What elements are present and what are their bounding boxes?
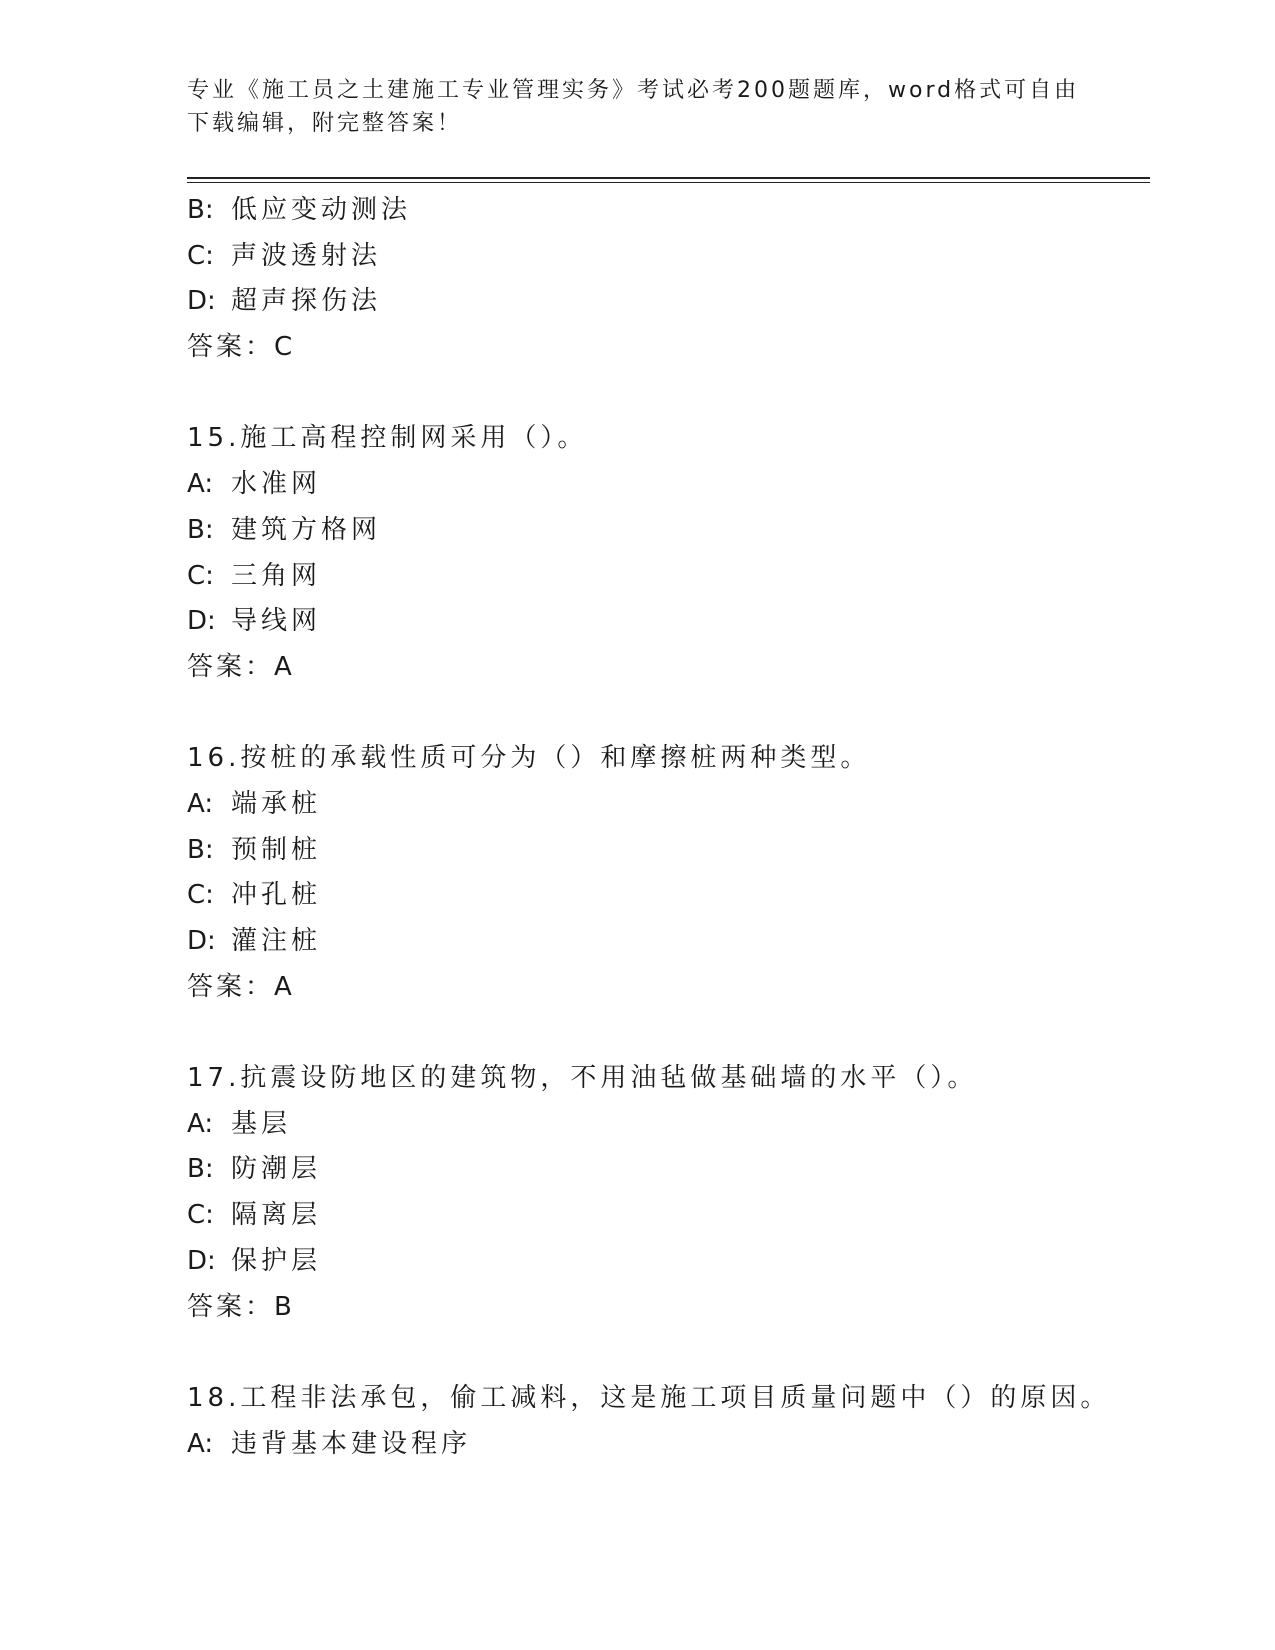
option-text: 基层 bbox=[231, 1108, 292, 1139]
question-text: 17.抗震设防地区的建筑物，不用油毡做基础墙的水平（）。 bbox=[187, 1063, 978, 1094]
option-text: 超声探伤法 bbox=[231, 286, 382, 317]
option-text: 低应变动测法 bbox=[231, 195, 412, 225]
question-block-18 bbox=[187, 1376, 1150, 1467]
option-text: 预制桩 bbox=[231, 834, 322, 865]
answer-label: 答案： bbox=[187, 332, 275, 363]
option-row bbox=[187, 554, 1150, 600]
option-text: 冲孔桩 bbox=[231, 880, 322, 911]
option-row bbox=[187, 1102, 1150, 1148]
question-block-14 bbox=[187, 188, 1150, 371]
spacer bbox=[187, 1330, 1150, 1376]
option-key: D: bbox=[187, 286, 216, 317]
option-row bbox=[187, 188, 1150, 234]
spacer bbox=[187, 691, 1150, 737]
option-row bbox=[187, 599, 1150, 645]
option-key: A: bbox=[187, 1108, 214, 1139]
answer-row bbox=[187, 1285, 1150, 1331]
answer-label: 答案： bbox=[187, 1291, 275, 1322]
answer-value: A bbox=[274, 971, 295, 1002]
answer-label: 答案： bbox=[187, 971, 275, 1002]
option-key: D: bbox=[187, 1245, 216, 1276]
option-key: D: bbox=[187, 606, 216, 637]
option-row bbox=[187, 782, 1150, 828]
spacer bbox=[187, 1010, 1150, 1056]
option-text: 灌注桩 bbox=[231, 926, 322, 956]
option-text: 防潮层 bbox=[231, 1154, 322, 1185]
option-key: B: bbox=[187, 514, 214, 545]
question-text: 16.按桩的承载性质可分为（）和摩擦桩两种类型。 bbox=[187, 743, 871, 774]
answer-value: A bbox=[274, 651, 295, 682]
question-text: 15.施工高程控制网采用（）。 bbox=[187, 423, 588, 454]
option-text: 导线网 bbox=[231, 606, 322, 637]
question-block-16 bbox=[187, 736, 1150, 1010]
question-list bbox=[187, 188, 1150, 1467]
option-text: 水准网 bbox=[231, 469, 322, 500]
document-header: 专业《施工员之土建施工专业管理实务》考试必考200题题库，word格式可自由下载编辑，附完整答案！ bbox=[187, 78, 1080, 136]
option-text: 保护层 bbox=[231, 1245, 322, 1276]
option-key: A: bbox=[187, 469, 214, 500]
answer-row bbox=[187, 325, 1150, 371]
option-key: A: bbox=[187, 1428, 214, 1459]
option-text: 三角网 bbox=[231, 560, 322, 591]
header-divider-thick bbox=[187, 177, 1150, 179]
option-key: A: bbox=[187, 788, 214, 819]
spacer bbox=[187, 371, 1150, 417]
option-key: C: bbox=[187, 560, 214, 591]
option-key: C: bbox=[187, 1200, 214, 1231]
option-key: B: bbox=[187, 195, 214, 225]
option-row bbox=[187, 1422, 1150, 1468]
answer-value: B bbox=[274, 1291, 295, 1322]
answer-label: 答案： bbox=[187, 651, 275, 682]
option-row bbox=[187, 919, 1150, 965]
answer-row bbox=[187, 965, 1150, 1011]
answer-row bbox=[187, 645, 1150, 691]
option-row bbox=[187, 828, 1150, 874]
question-block-17 bbox=[187, 1056, 1150, 1330]
option-key: C: bbox=[187, 240, 214, 271]
answer-value: C bbox=[274, 332, 296, 363]
option-key: B: bbox=[187, 1154, 214, 1185]
question-text: 18.工程非法承包，偷工减料，这是施工项目质量问题中（）的原因。 bbox=[187, 1382, 1111, 1413]
option-row bbox=[187, 1147, 1150, 1193]
question-block-15 bbox=[187, 416, 1150, 690]
option-text: 违背基本建设程序 bbox=[231, 1428, 472, 1459]
option-row bbox=[187, 1193, 1150, 1239]
option-key: D: bbox=[187, 926, 216, 956]
option-row bbox=[187, 1239, 1150, 1285]
option-row bbox=[187, 873, 1150, 919]
option-text: 声波透射法 bbox=[231, 240, 382, 271]
option-key: C: bbox=[187, 880, 214, 911]
option-row bbox=[187, 508, 1150, 554]
option-key: B: bbox=[187, 834, 214, 865]
header-divider-thin bbox=[187, 182, 1150, 183]
option-text: 建筑方格网 bbox=[231, 514, 382, 545]
option-text: 隔离层 bbox=[231, 1200, 322, 1231]
option-row bbox=[187, 234, 1150, 280]
option-row bbox=[187, 279, 1150, 325]
option-text: 端承桩 bbox=[231, 788, 322, 819]
option-row bbox=[187, 462, 1150, 508]
